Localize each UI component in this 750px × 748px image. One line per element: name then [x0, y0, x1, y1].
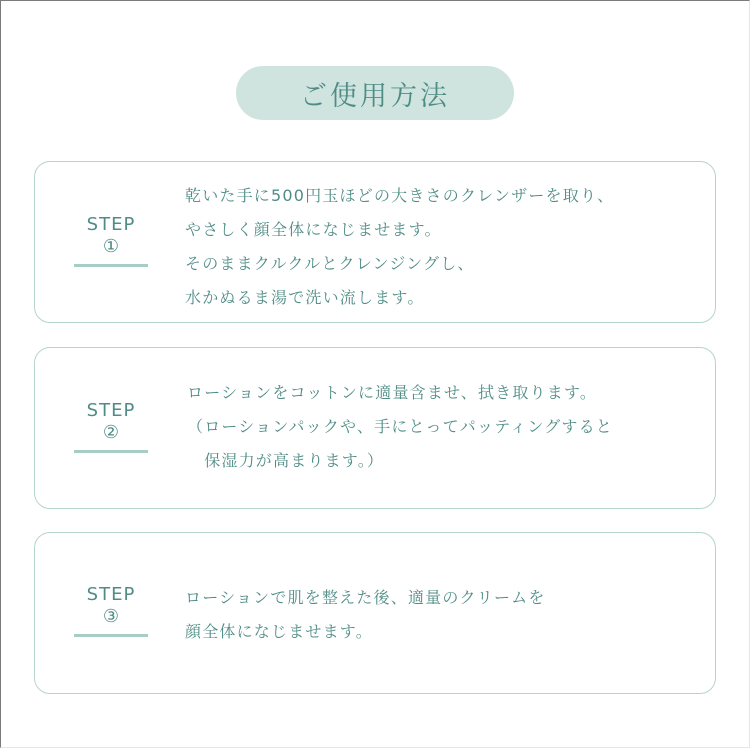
step-description-2	[187, 376, 695, 478]
step-description-3	[185, 581, 695, 649]
step-label: STEP	[86, 584, 136, 605]
step-card-1	[34, 161, 716, 323]
step-text-line: そのままクルクルとクレンジングし、	[185, 254, 475, 273]
page-title: ご使用方法	[300, 80, 450, 112]
step-underline	[74, 450, 148, 453]
step-description-1	[185, 179, 695, 315]
step-text-line: 顔全体になじませます。	[185, 622, 373, 641]
step-card-3	[34, 532, 716, 694]
step-text-line: （ローションパックや、手にとってパッティングすると	[187, 417, 614, 436]
step-underline	[74, 634, 148, 637]
step-label: STEP	[86, 214, 136, 235]
step-text-line: 水かぬるま湯で洗い流します。	[185, 288, 425, 307]
step-number: ①	[102, 236, 120, 257]
step-number: ③	[102, 606, 120, 627]
step-badge-1	[73, 214, 149, 267]
step-label: STEP	[86, 400, 136, 421]
step-text-line: ローションで肌を整えた後、適量のクリームを	[185, 588, 546, 607]
step-text-line: ローションをコットンに適量含ませ、拭き取ります。	[187, 383, 598, 402]
step-underline	[74, 264, 148, 267]
step-number: ②	[102, 422, 120, 443]
step-card-2	[34, 347, 716, 509]
step-badge-3	[73, 584, 149, 637]
title-pill	[236, 66, 514, 120]
step-text-line: 保湿力が高まります。）	[187, 451, 385, 470]
step-text-line: 乾いた手に500円玉ほどの大きさのクレンザーを取り、	[185, 186, 615, 205]
step-text-line: やさしく顔全体になじませます。	[185, 220, 442, 239]
step-badge-2	[73, 400, 149, 453]
